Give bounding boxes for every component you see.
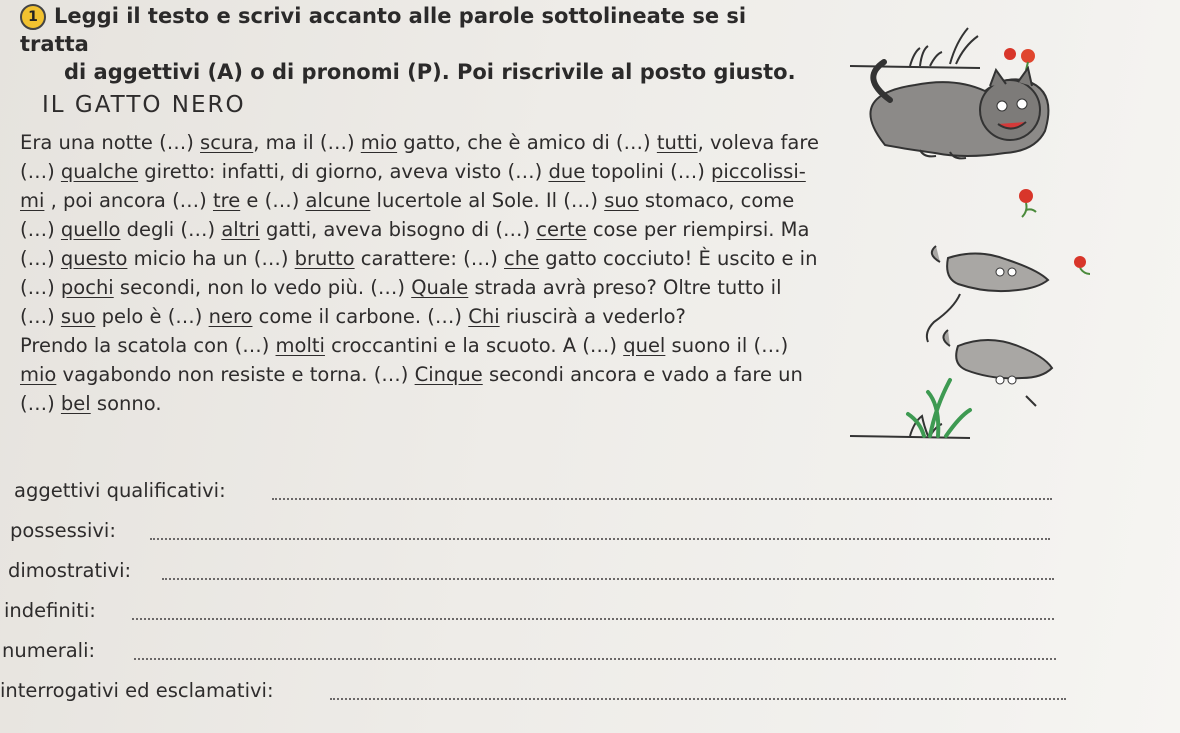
story-text-segment: riuscirà a vederlo? bbox=[499, 305, 686, 328]
underlined-word: quello bbox=[60, 218, 121, 241]
story-line bbox=[20, 186, 900, 215]
answer-blank-line[interactable] bbox=[162, 578, 1054, 580]
underlined-word: pochi bbox=[60, 276, 114, 299]
underlined-word: Cinque bbox=[414, 363, 483, 386]
story-text-segment: (…) bbox=[20, 392, 61, 415]
story-text-segment: , ma il (…) bbox=[253, 131, 361, 154]
story-line bbox=[20, 128, 900, 157]
answer-row bbox=[0, 554, 1100, 584]
underlined-word: Chi bbox=[468, 305, 500, 328]
underlined-word: che bbox=[504, 247, 540, 270]
story-text-segment: croccantini e la scuoto. A (…) bbox=[324, 334, 624, 357]
underlined-word: quel bbox=[623, 334, 666, 357]
story-line bbox=[20, 331, 900, 360]
story-line bbox=[20, 360, 900, 389]
underlined-word: mi bbox=[20, 189, 45, 212]
story-text-segment: gatto cocciuto! È uscito e in bbox=[539, 247, 818, 270]
answer-label: possessivi: bbox=[10, 519, 116, 542]
story-text-segment: , poi ancora (…) bbox=[44, 189, 213, 212]
answer-blank-line[interactable] bbox=[330, 698, 1066, 700]
lizard-icon bbox=[927, 246, 1048, 342]
underlined-word: Quale bbox=[411, 276, 469, 299]
story-text-segment: (…) bbox=[20, 160, 61, 183]
story-text-segment: carattere: (…) bbox=[354, 247, 505, 270]
answer-blank-line[interactable] bbox=[134, 658, 1056, 660]
story-line bbox=[20, 273, 900, 302]
story-text-segment: vagabondo non resiste e torna. (…) bbox=[56, 363, 415, 386]
story-text-segment: gatto, che è amico di (…) bbox=[397, 131, 657, 154]
story-text-segment: degli (…) bbox=[120, 218, 222, 241]
grass-icon bbox=[850, 380, 970, 438]
underlined-word: questo bbox=[60, 247, 128, 270]
story-text-segment: sonno. bbox=[90, 392, 162, 415]
story-text-segment: suono il (…) bbox=[665, 334, 789, 357]
answer-label: dimostrativi: bbox=[8, 559, 132, 582]
answer-blank-line[interactable] bbox=[272, 498, 1052, 500]
underlined-word: certe bbox=[536, 218, 587, 241]
lizard-icon bbox=[943, 330, 1052, 406]
instruction-line-1: Leggi il testo e scrivi accanto alle parole sottolineate se si tratta bbox=[20, 4, 747, 56]
story-text-segment: topolini (…) bbox=[585, 160, 711, 183]
underlined-word: mio bbox=[20, 363, 57, 386]
underlined-word: suo bbox=[604, 189, 639, 212]
illustrations bbox=[830, 0, 1180, 480]
flower-icon bbox=[1019, 189, 1090, 274]
story-text bbox=[20, 128, 900, 418]
underlined-word: mio bbox=[360, 131, 398, 154]
underlined-word: molti bbox=[275, 334, 325, 357]
story-text-segment: micio ha un (…) bbox=[127, 247, 295, 270]
exercise-number-badge: 1 bbox=[20, 4, 46, 30]
answer-row bbox=[0, 634, 1100, 664]
exercise-instruction bbox=[20, 2, 820, 86]
answer-label: aggettivi qualificativi: bbox=[14, 479, 226, 502]
story-text-segment: Era una notte (…) bbox=[20, 131, 201, 154]
story-line bbox=[20, 215, 900, 244]
flower-icon bbox=[1004, 48, 1035, 70]
story-text-segment: (…) bbox=[20, 276, 61, 299]
story-text-segment: secondi ancora e vado a fare un bbox=[482, 363, 803, 386]
answer-label: interrogativi ed esclamativi: bbox=[0, 679, 274, 702]
story-text-segment: , voleva fare bbox=[697, 131, 819, 154]
answer-label: numerali: bbox=[2, 639, 96, 662]
grass-icon bbox=[850, 28, 980, 68]
story-text-segment: strada avrà preso? Oltre tutto il bbox=[468, 276, 782, 299]
underlined-word: bel bbox=[60, 392, 91, 415]
story-text-segment: (…) bbox=[20, 247, 61, 270]
answer-label: indefiniti: bbox=[4, 599, 96, 622]
underlined-word: tutti bbox=[656, 131, 698, 154]
story-line bbox=[20, 389, 900, 418]
answer-blank-line[interactable] bbox=[132, 618, 1054, 620]
underlined-word: scura bbox=[200, 131, 254, 154]
story-text-segment: come il carbone. (…) bbox=[252, 305, 469, 328]
story-text-segment: cose per riempirsi. Ma bbox=[586, 218, 810, 241]
story-text-segment: e (…) bbox=[240, 189, 306, 212]
story-line bbox=[20, 244, 900, 273]
underlined-word: alcune bbox=[305, 189, 371, 212]
story-text-segment: gatti, aveva bisogno di (…) bbox=[259, 218, 537, 241]
underlined-word: altri bbox=[221, 218, 260, 241]
underlined-word: due bbox=[548, 160, 586, 183]
story-text-segment: lucertole al Sole. Il (…) bbox=[370, 189, 605, 212]
underlined-word: suo bbox=[60, 305, 96, 328]
story-text-segment: stomaco, come bbox=[638, 189, 795, 212]
answer-row bbox=[0, 594, 1100, 624]
underlined-word: tre bbox=[212, 189, 241, 212]
story-text-segment: pelo è (…) bbox=[95, 305, 209, 328]
instruction-line-2: di aggettivi (A) o di pronomi (P). Poi riscrivile al posto giusto. bbox=[64, 60, 796, 84]
story-line bbox=[20, 302, 900, 331]
underlined-word: piccolissi- bbox=[711, 160, 806, 183]
story-line bbox=[20, 157, 900, 186]
underlined-word: nero bbox=[208, 305, 253, 328]
answer-row bbox=[0, 514, 1100, 544]
story-text-segment: (…) bbox=[20, 305, 61, 328]
underlined-word: qualche bbox=[60, 160, 139, 183]
answer-row bbox=[0, 674, 1100, 704]
story-text-segment: giretto: infatti, di giorno, aveva visto (…) bbox=[138, 160, 549, 183]
underlined-word: brutto bbox=[294, 247, 355, 270]
story-title: IL GATTO NERO bbox=[42, 92, 246, 118]
story-text-segment: (…) bbox=[20, 218, 61, 241]
answer-blank-line[interactable] bbox=[150, 538, 1050, 540]
story-text-segment: Prendo la scatola con (…) bbox=[20, 334, 276, 357]
cat-icon bbox=[870, 62, 1048, 158]
story-text-segment: secondi, non lo vedo più. (…) bbox=[113, 276, 412, 299]
